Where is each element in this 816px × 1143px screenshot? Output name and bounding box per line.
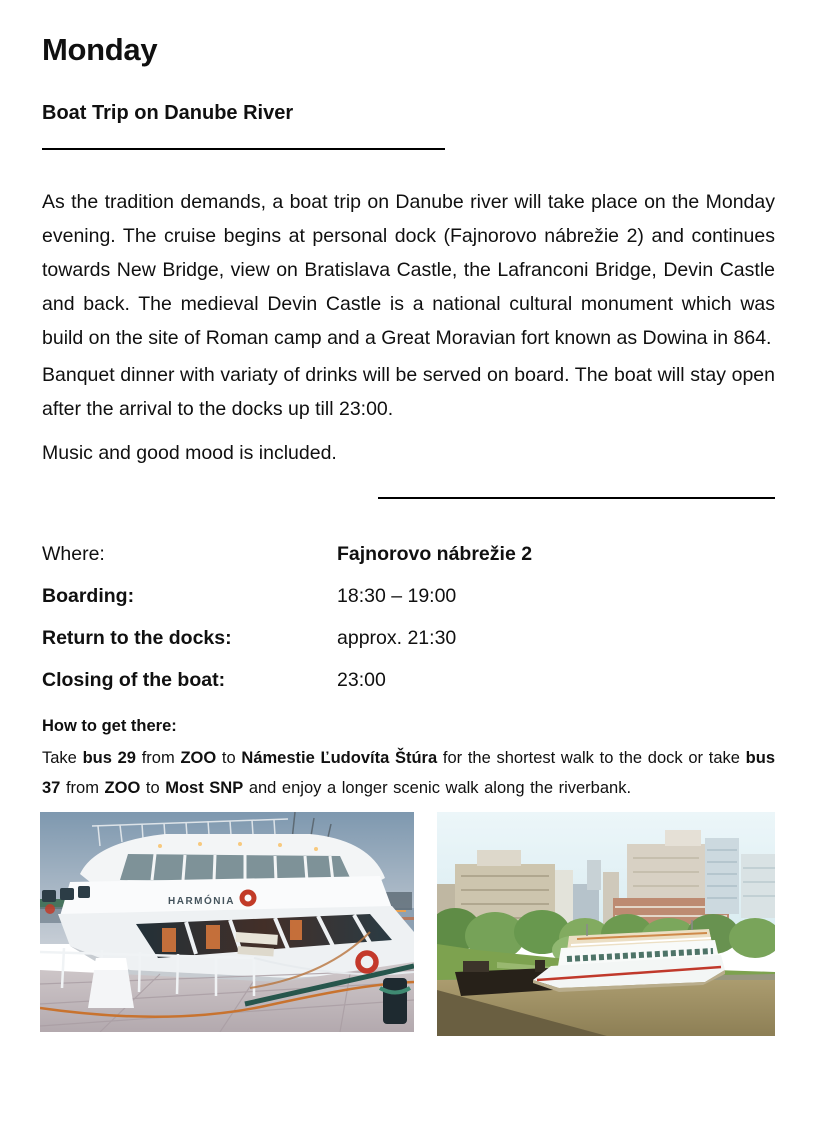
howto-bold-segment: ZOO	[104, 779, 141, 797]
detail-row	[42, 575, 775, 617]
banquet-paragraph: Banquet dinner with variaty of drinks will be served on board. The boat will stay open after the arrival to the docks up till 23:00.	[42, 364, 775, 420]
how-to-get-there-paragraph	[42, 743, 775, 803]
detail-row	[42, 533, 775, 575]
page-title: Monday	[42, 32, 158, 67]
detail-row	[42, 617, 775, 659]
bollard	[383, 978, 407, 1024]
detail-row	[42, 659, 775, 701]
how-to-get-there-heading: How to get there:	[42, 717, 177, 735]
how-to-get-there-section	[42, 715, 775, 803]
photo-cruise-ship-day	[437, 812, 775, 1036]
music-paragraph: Music and good mood is included.	[42, 442, 337, 464]
detail-label: Return to the docks:	[42, 627, 232, 649]
howto-text-segment: to	[216, 749, 242, 767]
howto-text-segment: for the shortest walk to the dock or take	[437, 749, 746, 767]
divider-line-top	[42, 148, 445, 150]
boat-name-text: HARMÓNIA	[168, 896, 235, 907]
detail-label: Where:	[42, 543, 105, 565]
trip-details	[42, 533, 775, 701]
divider-line-bottom	[378, 497, 775, 499]
photo-boat-harmonia-dusk	[40, 812, 414, 1032]
cocktail-table	[88, 958, 134, 1008]
howto-text-segment: to	[140, 779, 166, 797]
howto-text-segment: from	[60, 779, 105, 797]
howto-text-segment: from	[136, 749, 181, 767]
howto-bold-segment: ZOO	[180, 749, 217, 767]
detail-value: 23:00	[337, 669, 386, 691]
detail-value: 18:30 – 19:00	[337, 585, 457, 607]
howto-bold-segment: Námestie Ľudovíta Štúra	[241, 749, 438, 767]
section-subtitle: Boat Trip on Danube River	[42, 102, 294, 124]
howto-text-segment: Take	[42, 749, 83, 767]
detail-label: Boarding:	[42, 585, 135, 607]
howto-bold-segment: bus 29	[82, 749, 136, 767]
howto-bold-segment: bus 37	[42, 749, 776, 797]
detail-label: Closing of the boat:	[42, 669, 226, 691]
intro-paragraph: As the tradition demands, a boat trip on Danube river will take place on the Monday evening. The cruise begins at personal dock (Fajnorovo nábrežie 2) and continues towards New Bridge, view on Bratislava Castle, the Lafranconi Bridge, Devin Castle and back. The medieval Devin Castle is a national cultural monument which was build on the site of Roman camp and a Great Moravian fort known as Dowina in 864.	[42, 191, 775, 349]
photo-row	[40, 812, 775, 1036]
howto-text-segment: and enjoy a longer scenic walk along the riverbank.	[243, 779, 632, 797]
howto-bold-segment: Most SNP	[165, 779, 244, 797]
detail-value: Fajnorovo nábrežie 2	[337, 543, 533, 565]
detail-value: approx. 21:30	[337, 627, 457, 649]
